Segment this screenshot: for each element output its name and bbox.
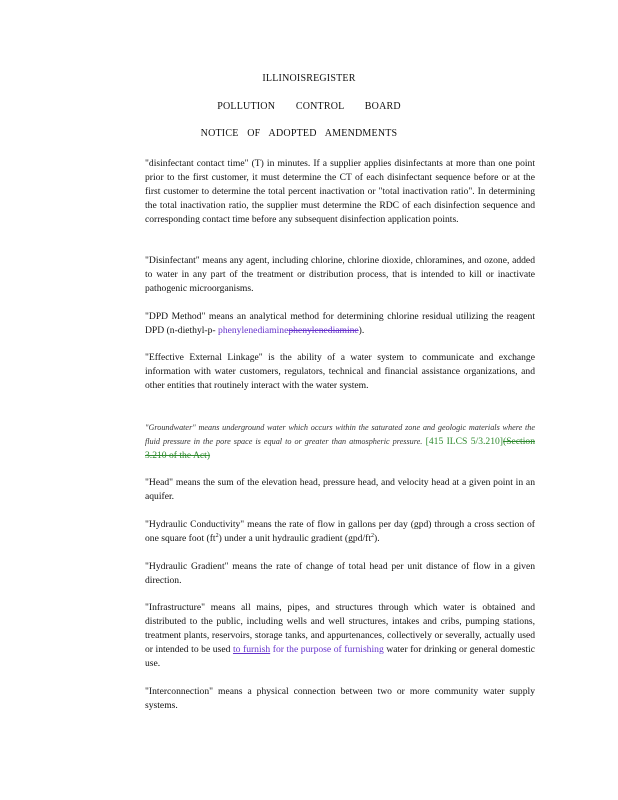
def-hydraulic-gradient: "Hydraulic Gradient" means the rate of change of total head per unit distance of flow in a given direction. bbox=[145, 561, 535, 586]
def-infrastructure bbox=[145, 601, 535, 671]
def-dpd-method bbox=[145, 310, 535, 338]
def-effective-external-linkage: "Effective External Linkage" is the ability of a water system to communicate and exchange information with water customers, regulators, technical and financial assistance organizations, and other entities that routinely interact with the water system. bbox=[145, 352, 535, 391]
groundwater-text: "Groundwater" means underground water which occurs within the saturated zone and geologic materials where the fluid pressure in the pore space is equal to or greater than atmospheric pressure. bbox=[145, 423, 535, 446]
hc-end: ). bbox=[374, 533, 380, 544]
dpd-end: ). bbox=[358, 325, 365, 336]
def-disinfectant-contact-time: "disinfectant contact time" (T) in minutes. If a supplier applies disinfectants at more than one point prior to the first customer, it must determine the CT of each disinfectant sequence before or at the first customer to determine the total percent inactivation or "total inactivation ratio". In determining the total inactivation ratio, the supplier must determine the RDC of each disinfection sequence and corresponding contact time before any subsequent disinfection application points. bbox=[145, 158, 535, 225]
hc-mid: ) under a unit hydraulic gradient (gpd/ft bbox=[218, 533, 371, 544]
notice-title: NOTICE OF ADOPTED AMENDMENTS bbox=[200, 128, 398, 139]
def-head: "Head" means the sum of the elevation head, pressure head, and velocity head at a given point in an aquifer. bbox=[145, 477, 535, 502]
infra-inserted2: for the purpose of furnishing bbox=[272, 644, 384, 655]
board-title: POLLUTION CONTROL BOARD bbox=[217, 101, 401, 112]
def-groundwater bbox=[145, 421, 535, 463]
hc-text: "Hydraulic Conductivity" means the rate of flow in gallons per day (gpd) through a cross section of one square foot (ft bbox=[145, 519, 535, 544]
def-interconnection: "Interconnection" means a physical connection between two or more community water supply systems. bbox=[145, 686, 535, 711]
register-title: ILLINOISREGISTER bbox=[262, 73, 356, 84]
hc-sup1: 2 bbox=[215, 532, 219, 539]
hc-sup2: 2 bbox=[371, 532, 374, 539]
dpd-text: "DPD Method" means an analytical method for determining chlorine residual utilizing the reagent DPD (n-diethyl-p- bbox=[145, 311, 535, 336]
dpd-inserted: phenylenediamine bbox=[218, 325, 289, 336]
groundwater-deleted: (Section 3.210 of the Act) bbox=[145, 436, 535, 461]
groundwater-inserted: [415 ILCS 5/3.210] bbox=[425, 436, 504, 447]
def-disinfectant: "Disinfectant" means any agent, including chlorine, chlorine dioxide, chloramines, and ozone, added to water in any part of the treatment or distribution process, that is intended to kill or inactivate pathogenic microorganisms. bbox=[145, 255, 535, 294]
infra-inserted1: to furnish bbox=[232, 644, 271, 655]
infra-end: water for drinking or general domestic use. bbox=[145, 644, 536, 669]
def-hydraulic-conductivity bbox=[145, 518, 535, 546]
infra-text: "Infrastructure" means all mains, pipes, and structures through which water is obtained and distributed to the public, including wells and well structures, intakes and cribs, pumping stations, treatment plants, reservoirs, storage tanks, and appurtenances, collectively or severally, actually used or intended to be used bbox=[145, 602, 535, 655]
dpd-deleted: phenylenediamine bbox=[288, 325, 359, 336]
